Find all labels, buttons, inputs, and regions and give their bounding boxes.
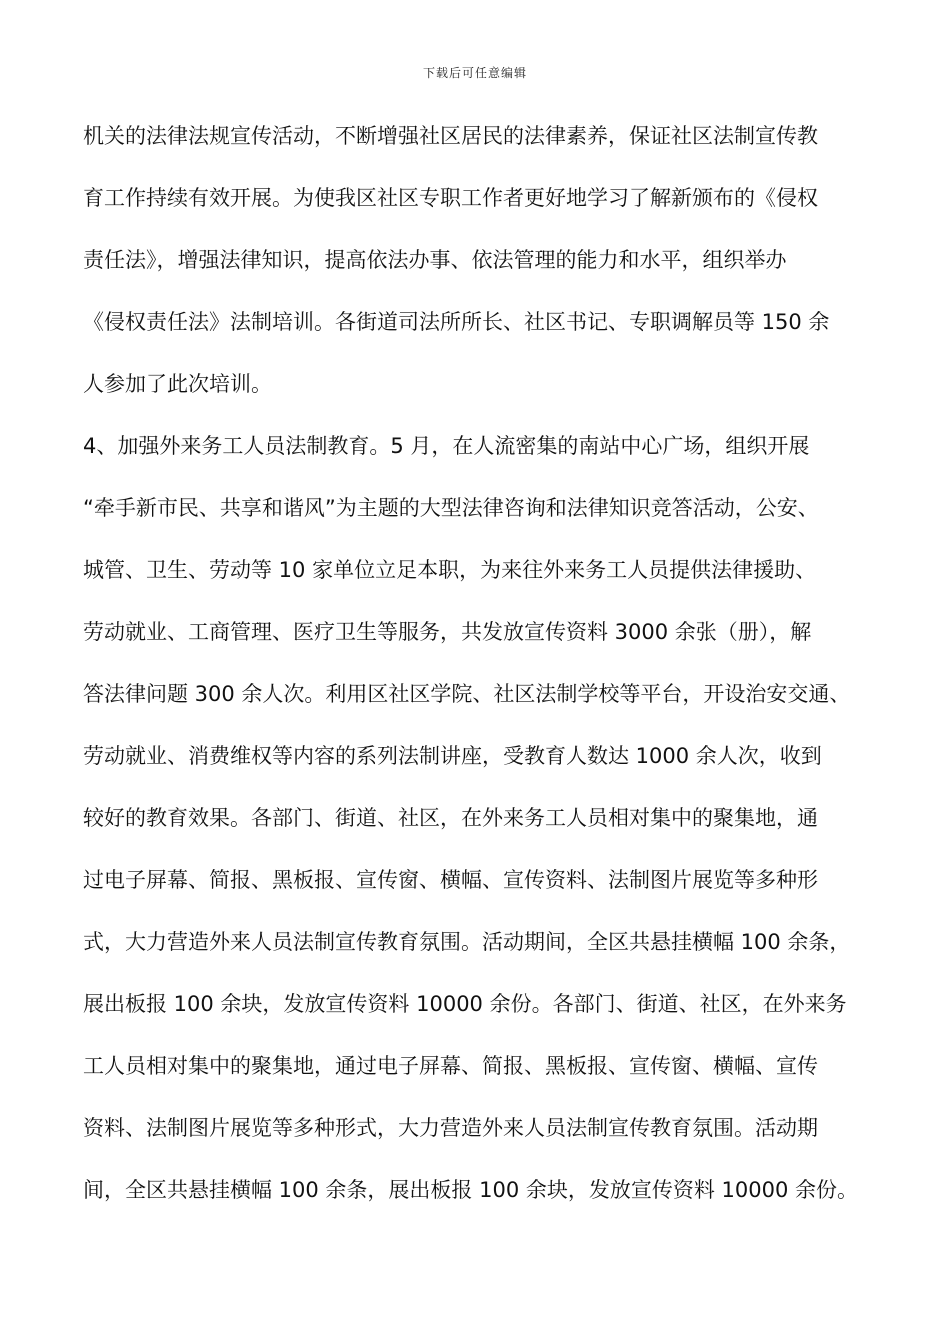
body-line: 劳动就业、消费维权等内容的系列法制讲座，受教育人数达 1000 余人次，收到 <box>83 744 822 768</box>
body-line: 责任法》，增强法律知识，提高依法办事、依法管理的能力和水平，组织举办 <box>83 248 787 272</box>
body-line: 式，大力营造外来人员法制宣传教育氛围。活动期间，全区共悬挂横幅 100 余条， <box>83 930 851 954</box>
body-line: 城管、卫生、劳动等 10 家单位立足本职，为来往外来务工人员提供法律援助、 <box>83 558 817 582</box>
body-line: 过电子屏幕、简报、黑板报、宣传窗、横幅、宣传资料、法制图片展览等多种形 <box>83 868 818 892</box>
body-line: 较好的教育效果。各部门、街道、社区，在外来务工人员相对集中的聚集地，通 <box>83 806 818 830</box>
body-line: 劳动就业、工商管理、医疗卫生等服务，共发放宣传资料 3000 余张（册），解 <box>83 620 812 644</box>
body-line: 4、加强外来务工人员法制教育。5 月，在人流密集的南站中心广场，组织开展 <box>83 434 810 458</box>
body-line: 展出板报 100 余块，发放宣传资料 10000 余份。各部门、街道、社区，在外来务 <box>83 992 847 1016</box>
body-line: 工人员相对集中的聚集地，通过电子屏幕、简报、黑板报、宣传窗、横幅、宣传 <box>83 1054 818 1078</box>
body-line: 间，全区共悬挂横幅 100 余条，展出板报 100 余块，发放宣传资料 10000 余份。 <box>83 1178 859 1202</box>
body-line: 资料、法制图片展览等多种形式，大力营造外来人员法制宣传教育氛围。活动期 <box>83 1116 818 1140</box>
body-line: 《侵权责任法》法制培训。各街道司法所所长、社区书记、专职调解员等 150 余 <box>83 310 830 334</box>
body-line: 育工作持续有效开展。为使我区社区专职工作者更好地学习了解新颁布的《侵权 <box>83 186 818 210</box>
body-line: 机关的法律法规宣传活动，不断增强社区居民的法律素养，保证社区法制宣传教 <box>83 124 818 148</box>
body-line: “牵手新市民、共享和谐风”为主题的大型法律咨询和法律知识竞答活动，公安、 <box>83 496 819 520</box>
page-header: 下载后可任意编辑 <box>422 66 527 80</box>
body-line: 人参加了此次培训。 <box>83 372 272 396</box>
body-line: 答法律问题 300 余人次。利用区社区学院、社区法制学校等平台，开设治安交通、 <box>83 682 851 706</box>
